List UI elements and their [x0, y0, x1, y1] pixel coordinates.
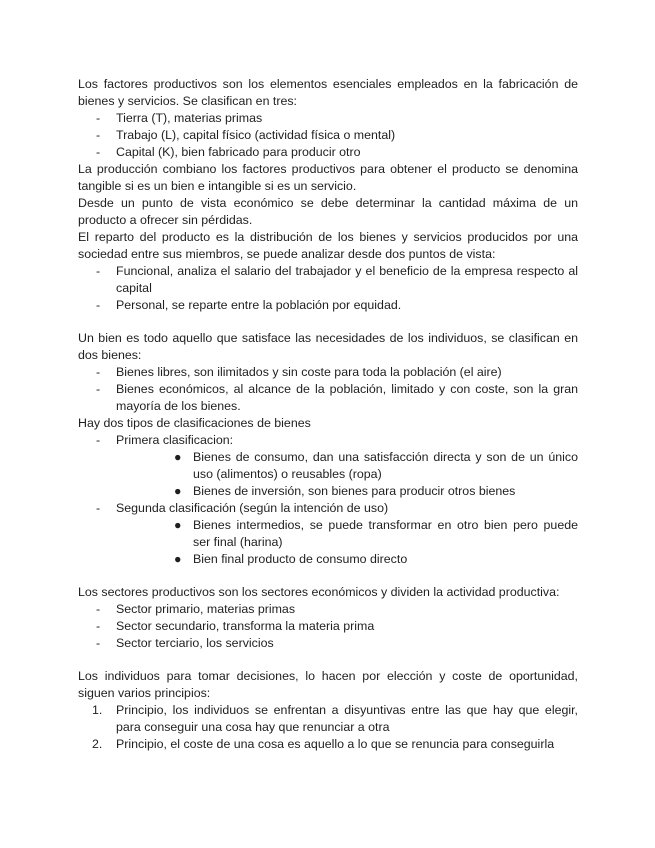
- list-item: - Capital (K), bien fabricado para producir otro: [96, 145, 361, 159]
- list-item: 1. Principio, los individuos se enfrentan a disyuntivas entre las que hay que elegir, para conseguir una cosa hay que renunciar a otra: [92, 703, 578, 734]
- list-item: ● Bienes de inversión, son bienes para producir otros bienes: [174, 484, 516, 498]
- list-item: - Segunda clasificación (según la intención de uso): [96, 501, 389, 515]
- list-item: - Bienes libres, son ilimitados y sin coste para toda la población (el aire): [96, 365, 502, 379]
- factores-intro: Los factores productivos son los elementos esenciales empleados en la fabricación de bienes y servicios. Se clasifican en tres:: [78, 77, 578, 108]
- list-item: ● Bienes de consumo, dan una satisfacción directa y son de un único uso (alimentos) o reusables (ropa): [174, 450, 578, 481]
- list-item: - Trabajo (L), capital físico (actividad física o mental): [96, 128, 396, 142]
- sectores-intro: Los sectores productivos son los sectores económicos y dividen la actividad productiva:: [78, 585, 560, 599]
- list-item: - Sector terciario, los servicios: [96, 636, 274, 650]
- list-item: - Tierra (T), materias primas: [96, 111, 263, 125]
- individuos-intro: Los individuos para tomar decisiones, lo hacen por elección y coste de oportunidad, siguen varios principios:: [78, 669, 578, 700]
- list-item: - Funcional, analiza el salario del trabajador y el beneficio de la empresa respecto al capital: [96, 264, 578, 295]
- list-item: - Sector secundario, transforma la materia prima: [96, 619, 375, 633]
- list-item: - Personal, se reparte entre la población por equidad.: [96, 298, 402, 312]
- list-item: - Primera clasificacion:: [96, 433, 234, 447]
- list-item: ● Bien final producto de consumo directo: [174, 552, 408, 566]
- list-item: 2. Principio, el coste de una cosa es aquello a lo que se renuncia para conseguirla: [92, 737, 555, 751]
- produccion-paragraph: La producción combiano los factores productivos para obtener el producto se denomina tangible si es un bien e intangible si es un servicio.: [78, 162, 578, 193]
- bien-intro: Un bien es todo aquello que satisface las necesidades de los individuos, se clasifican en dos bienes:: [78, 331, 578, 362]
- list-item: ● Bienes intermedios, se puede transformar en otro bien pero puede ser final (harina): [174, 518, 578, 549]
- document-page: [78, 76, 578, 753]
- reparto-paragraph: El reparto del producto es la distribución de los bienes y servicios producidos por una sociedad entre sus miembros, se puede analizar desde dos puntos de vista:: [78, 230, 578, 261]
- economico-paragraph: Desde un punto de vista económico se debe determinar la cantidad máxima de un producto a ofrecer sin pérdidas.: [78, 196, 578, 227]
- clasificaciones-heading: Hay dos tipos de clasificaciones de bienes: [78, 416, 311, 430]
- list-item: - Bienes económicos, al alcance de la población, limitado y con coste, son la gran mayoría de los bienes.: [96, 382, 578, 413]
- list-item: - Sector primario, materias primas: [96, 602, 296, 616]
